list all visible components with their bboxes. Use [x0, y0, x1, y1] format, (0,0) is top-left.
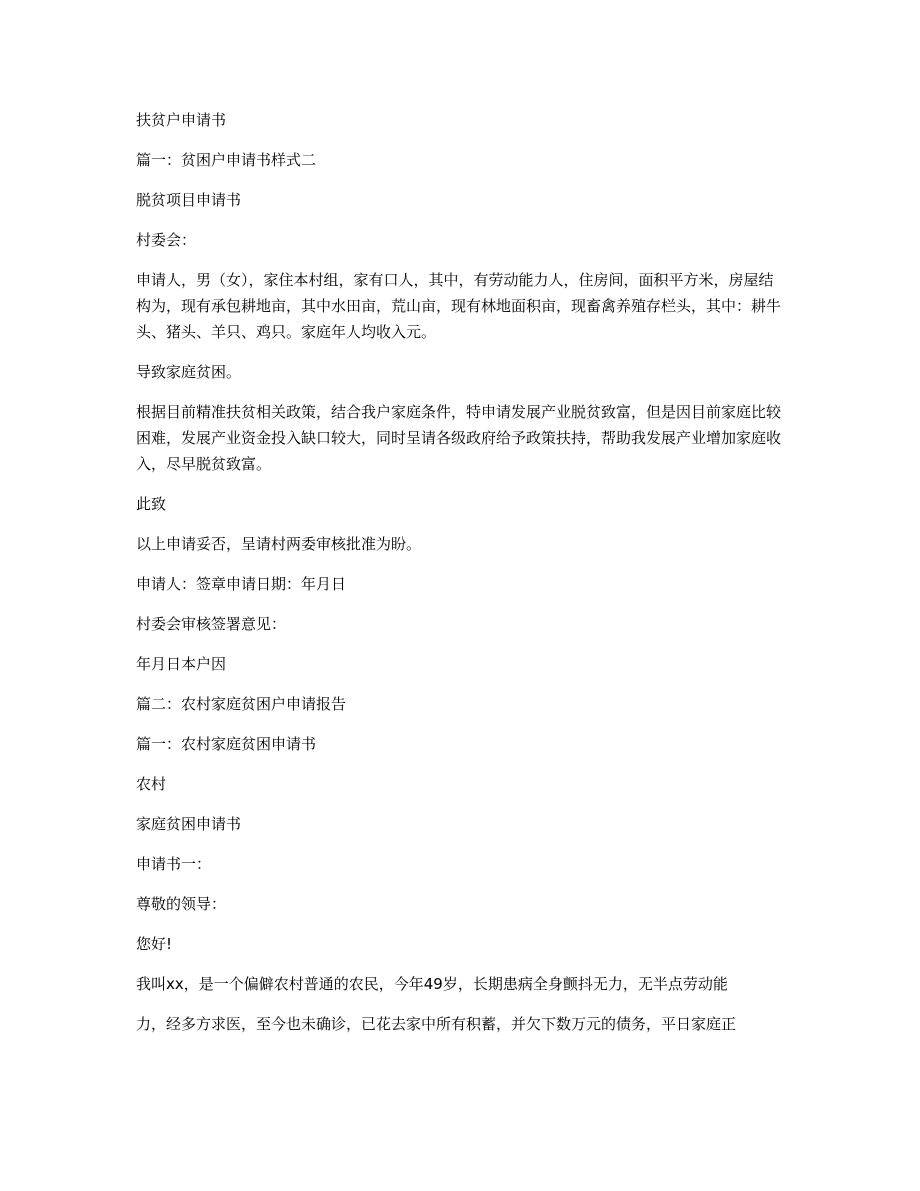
body-paragraph: 我叫xx，是一个偏僻农村普通的农民，今年49岁，长期患病全身颤抖无力，无半点劳动能 — [136, 975, 728, 993]
body-paragraph: 根据目前精准扶贫相关政策，结合我户家庭条件，特申请发展产业脱贫致富，但是因目前家庭比较困难，发展产业资金投入缺口较大，同时呈请各级政府给予政策扶持，帮助我发展产业增加家庭收入，尽早脱贫致富。 — [136, 403, 782, 473]
review-line: 村委会审核签署意见： — [136, 615, 287, 633]
body-paragraph: 申请人，男（女），家住本村组，家有口人，其中，有劳动能力人，住房间，面积平方米，房屋结构为，现有承包耕地亩，其中水田亩，荒山亩，现有林地面积亩，现畜禽养殖存栏头，其中：耕牛头、猪头、羊只、鸡只。家庭年人均收入元。 — [136, 271, 782, 341]
section-heading: 篇二：农村家庭贫困户申请报告 — [136, 695, 347, 713]
section-heading: 篇一：农村家庭贫困申请书 — [136, 735, 317, 753]
body-paragraph: 申请书一： — [136, 855, 212, 873]
signature-line: 申请人：签章申请日期：年月日 — [136, 575, 347, 593]
body-paragraph: 家庭贫困申请书 — [136, 815, 242, 833]
salutation: 村委会： — [136, 231, 197, 249]
body-paragraph: 以上申请妥否，呈请村两委审核批准为盼。 — [136, 535, 422, 553]
document-title: 扶贫户申请书 — [136, 111, 227, 129]
section-heading: 篇一：贫困户申请书样式二 — [136, 151, 317, 169]
body-paragraph: 农村 — [136, 775, 167, 793]
body-paragraph: 力，经多方求医，至今也未确诊，已花去家中所有积蓄，并欠下数万元的债务，平日家庭正 — [136, 1015, 737, 1033]
salutation: 尊敬的领导： — [136, 895, 227, 913]
document-body — [136, 107, 784, 1037]
greeting: 您好! — [136, 935, 173, 953]
date-line: 年月日本户因 — [136, 655, 227, 673]
subtitle: 脱贫项目申请书 — [136, 191, 242, 209]
closing: 此致 — [136, 495, 167, 513]
body-paragraph: 导致家庭贫困。 — [136, 363, 242, 381]
